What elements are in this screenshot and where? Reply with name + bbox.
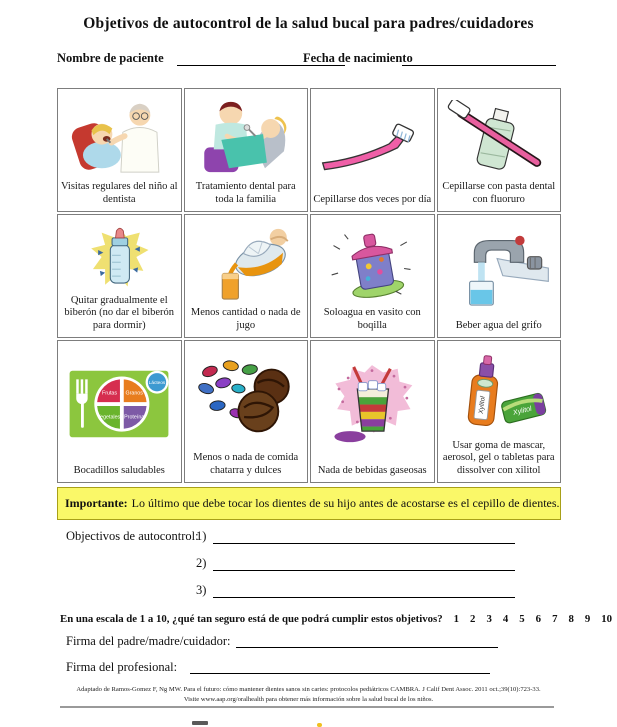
goal-cell-less-juice bbox=[184, 214, 309, 338]
goal-caption: Usar goma de mascar, aerosol, gel o tabletas para dissolver con xilitol bbox=[442, 439, 555, 476]
myplate-protein-label: Proteína bbox=[124, 414, 145, 421]
goal-cell-healthy-snacks bbox=[57, 340, 182, 483]
important-banner bbox=[57, 487, 561, 520]
xylitol-gum-label: Xylitol bbox=[511, 405, 533, 418]
goal-caption: Quitar gradualmente el biberón (no dar el biberón para dormir) bbox=[64, 294, 175, 331]
goal-number-1: 1) bbox=[196, 529, 207, 543]
parent-signature-label: Firma del padre/madre/cuidador: bbox=[66, 634, 231, 648]
professional-signature-line[interactable] bbox=[190, 659, 490, 674]
professional-signature-label: Firma del profesional: bbox=[66, 660, 178, 674]
myplate-vegetables-label: Vegetales bbox=[97, 414, 121, 421]
junk-food-illustration bbox=[187, 345, 306, 452]
goal-caption: Soloagua en vasito con boqilla bbox=[323, 307, 421, 331]
goal-cell-no-soda bbox=[310, 340, 435, 483]
goal-cell-tap-water bbox=[437, 214, 562, 338]
patient-name-label: Nombre de paciente bbox=[57, 51, 164, 65]
dentist-visit-illustration bbox=[60, 93, 179, 181]
goal-caption: Nada de bebidas gaseosas bbox=[317, 464, 427, 476]
scale-option-4[interactable]: 4 bbox=[502, 613, 509, 625]
toothbrush-illustration bbox=[313, 93, 432, 194]
birth-date-label: Fecha de nacimiento bbox=[303, 51, 413, 65]
myplate-grains-label: Granos bbox=[125, 390, 144, 397]
scale-option-10[interactable]: 10 bbox=[601, 613, 613, 625]
partial-logo-mark bbox=[192, 721, 208, 725]
goals-section-label: Objectivos de autocontrol: bbox=[66, 529, 199, 543]
goal-caption: Tratamiento dental para toda la familia bbox=[195, 181, 296, 205]
goal-caption: Bocadillos saludables bbox=[73, 464, 165, 476]
citation-line-2: Visite www.aap.org/oralhealth para obtener más información sobre la salud bucal de los niños. bbox=[183, 696, 434, 703]
birth-date-line[interactable] bbox=[402, 50, 556, 66]
goal-line-2[interactable] bbox=[213, 556, 515, 571]
scale-option-3[interactable]: 3 bbox=[486, 613, 492, 625]
goal-line-3[interactable] bbox=[213, 583, 515, 598]
confidence-scale bbox=[60, 613, 613, 625]
goal-cell-less-junk-food bbox=[184, 340, 309, 483]
scale-option-8[interactable]: 8 bbox=[568, 613, 574, 625]
partial-logo-dot bbox=[317, 723, 322, 727]
sippy-cup-illustration bbox=[313, 219, 432, 307]
parent-signature-line[interactable] bbox=[236, 633, 498, 648]
no-soda-illustration bbox=[313, 345, 432, 465]
footer-divider bbox=[60, 706, 554, 708]
goal-cell-xylitol bbox=[437, 340, 562, 483]
goal-cell-fluoride-paste bbox=[437, 88, 562, 212]
page-title: Objetivos de autocontrol de la salud bucal para padres/cuidadores bbox=[83, 15, 534, 32]
goal-caption: Cepillarse dos veces por día bbox=[313, 193, 432, 205]
myplate-fruits-label: Frutas bbox=[102, 390, 118, 397]
healthy-snacks-illustration bbox=[60, 345, 179, 465]
goal-number-3: 3) bbox=[196, 583, 207, 597]
xylitol-spray-label: Xylitol bbox=[477, 396, 487, 415]
tap-water-illustration bbox=[440, 219, 559, 320]
scale-option-2[interactable]: 2 bbox=[470, 613, 476, 625]
goal-cell-family-treatment bbox=[184, 88, 309, 212]
scale-option-6[interactable]: 6 bbox=[535, 613, 542, 625]
goal-caption: Visitas regulares del niño al dentista bbox=[60, 181, 178, 205]
toothpaste-illustration bbox=[440, 93, 559, 181]
goal-line-1[interactable] bbox=[213, 529, 515, 544]
xylitol-illustration bbox=[440, 345, 559, 440]
goal-caption: Menos o nada de comida chatarra y dulces bbox=[193, 452, 299, 476]
goal-cell-dentist-visit bbox=[57, 88, 182, 212]
goal-cell-water-sippy-cup bbox=[310, 214, 435, 338]
family-dental-treatment-illustration bbox=[187, 93, 306, 181]
confidence-question: En una escala de 1 a 10, ¿qué tan seguro está de que podrá cumplir estos objetivos? bbox=[60, 613, 443, 625]
important-text: Lo último que debe tocar los dientes de su hijo antes de acostarse es el cepillo de dientes. bbox=[131, 496, 560, 510]
goal-caption: Cepillarse con pasta dental con fluoruro bbox=[442, 181, 556, 205]
goal-number-2: 2) bbox=[196, 556, 207, 570]
important-label: Importante: bbox=[65, 496, 128, 510]
goal-cell-brush-twice bbox=[310, 88, 435, 212]
myplate-dairy-label: Lácteos bbox=[148, 380, 166, 386]
goal-caption: Menos cantidad o nada de jugo bbox=[190, 307, 301, 331]
goal-caption: Beber agua del grifo bbox=[455, 319, 542, 331]
goal-cell-bottle-weaning bbox=[57, 214, 182, 338]
scale-option-1[interactable]: 1 bbox=[453, 613, 460, 625]
baby-bottle-illustration bbox=[60, 219, 179, 295]
scale-option-5[interactable]: 5 bbox=[519, 613, 525, 625]
citation-line-1: Adaptado de Ramos-Gomez F, Ng MW. Para el futuro: cómo mantener dientes sanos sin caries: protocolos pediátricos CAMBRA. J Calif Dent Assoc. 2011 oct.;39(10):723-33. bbox=[76, 686, 541, 693]
juice-illustration bbox=[187, 219, 306, 307]
scale-option-9[interactable]: 9 bbox=[584, 613, 591, 625]
goals-grid bbox=[57, 88, 561, 483]
scale-option-7[interactable]: 7 bbox=[552, 613, 558, 625]
